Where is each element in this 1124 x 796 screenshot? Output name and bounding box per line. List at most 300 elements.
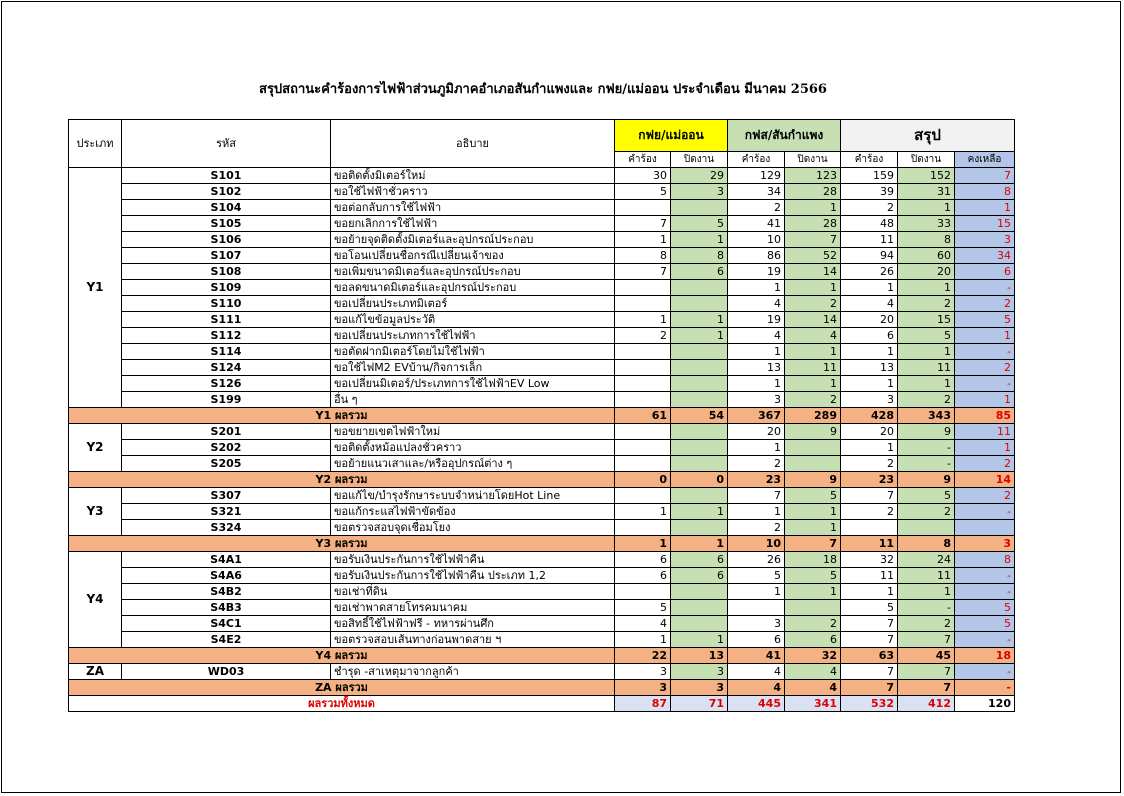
sankamphaeng-req-cell: 129 [728,168,785,184]
table-row [69,344,1015,360]
summary-req-cell: 26 [841,264,898,280]
sankamphaeng-closed-cell: 1 [785,344,841,360]
desc-cell: ขอเช่าที่ดิน [331,584,615,600]
sankamphaeng-req-cell: 2 [728,456,785,472]
table-row [69,232,1015,248]
subtotal-summary-remain: 3 [955,536,1015,552]
summary-remain-cell: 5 [955,312,1015,328]
sankamphaeng-req-cell: 2 [728,520,785,536]
summary-req-cell: 11 [841,232,898,248]
summary-closed-cell: 8 [898,232,955,248]
subtotal-label: Y4 ผลรวม [69,648,615,664]
maeon-req-cell: 7 [615,264,671,280]
sankamphaeng-closed-cell: 52 [785,248,841,264]
code-cell: S102 [122,184,331,200]
table-row [69,184,1015,200]
header-group-maeon: กฟย/แม่ออน [615,120,728,152]
code-cell: S199 [122,392,331,408]
table-row [69,616,1015,632]
maeon-req-cell [615,376,671,392]
maeon-req-cell: 1 [615,232,671,248]
summary-closed-cell: 11 [898,360,955,376]
summary-remain-cell: 1 [955,200,1015,216]
sankamphaeng-closed-cell: 9 [785,424,841,440]
subtotal-maeon-closed: 1 [671,536,728,552]
maeon-req-cell [615,280,671,296]
summary-remain-cell: - [955,376,1015,392]
header-code: รหัส [122,120,331,168]
maeon-closed-cell: 6 [671,264,728,280]
code-cell: S108 [122,264,331,280]
code-cell: S105 [122,216,331,232]
summary-req-cell: 1 [841,376,898,392]
sankamphaeng-closed-cell: 2 [785,392,841,408]
subtotal-summary-closed: 8 [898,536,955,552]
subtotal-sankamphaeng-closed: 32 [785,648,841,664]
subtotal-sankamphaeng-req: 10 [728,536,785,552]
subtotal-sankamphaeng-req: 41 [728,648,785,664]
summary-remain-cell: 2 [955,296,1015,312]
sankamphaeng-req-cell: 4 [728,328,785,344]
maeon-req-cell: 2 [615,328,671,344]
sankamphaeng-req-cell: 13 [728,360,785,376]
subtotal-sankamphaeng-closed: 289 [785,408,841,424]
summary-req-cell: 20 [841,424,898,440]
summary-req-cell: 11 [841,568,898,584]
maeon-closed-cell: 8 [671,248,728,264]
table-row [69,296,1015,312]
maeon-req-cell [615,200,671,216]
report-title: สรุปสถานะคำร้องการไฟฟ้าส่วนภูมิภาคอำเภอสันกำแพงและ กฟย/แม่ออน ประจำเดือน มีนาคม 2566 [259,82,827,97]
type-cell: Y4 [69,552,122,648]
subtotal-sankamphaeng-closed: 7 [785,536,841,552]
maeon-closed-cell: 3 [671,664,728,680]
desc-cell: ขอใช้ไฟฟ้าชั่วคราว [331,184,615,200]
sankamphaeng-closed-cell: 4 [785,664,841,680]
sankamphaeng-req-cell: 6 [728,632,785,648]
summary-closed-cell [898,520,955,536]
subtotal-maeon-closed: 54 [671,408,728,424]
summary-req-cell: 7 [841,488,898,504]
table-row [69,584,1015,600]
sankamphaeng-req-cell: 3 [728,616,785,632]
table-row [69,440,1015,456]
table-row [69,504,1015,520]
maeon-closed-cell [671,376,728,392]
summary-remain-cell: - [955,584,1015,600]
subtotal-sankamphaeng-closed: 9 [785,472,841,488]
header-row-1 [69,120,1015,152]
sankamphaeng-req-cell: 3 [728,392,785,408]
desc-cell: ขอยกเลิกการใช้ไฟฟ้า [331,216,615,232]
table-row [69,488,1015,504]
summary-remain-cell: 6 [955,264,1015,280]
summary-req-cell: 7 [841,632,898,648]
sankamphaeng-closed-cell: 1 [785,280,841,296]
summary-remain-cell: 1 [955,440,1015,456]
sankamphaeng-req-cell [728,600,785,616]
maeon-req-cell: 1 [615,504,671,520]
table-row [69,392,1015,408]
maeon-closed-cell [671,424,728,440]
desc-cell: ขอลดขนาดมิเตอร์และอุปกรณ์ประกอบ [331,280,615,296]
summary-remain-cell: - [955,632,1015,648]
summary-req-cell: 20 [841,312,898,328]
summary-closed-cell: 5 [898,488,955,504]
maeon-req-cell [615,344,671,360]
maeon-closed-cell [671,296,728,312]
maeon-closed-cell [671,616,728,632]
maeon-req-cell: 5 [615,600,671,616]
grand-total-c2: 412 [898,696,955,712]
desc-cell: ขอตรวจสอบจุดเชื่อมโยง [331,520,615,536]
grand-total-b1: 445 [728,696,785,712]
code-cell: S321 [122,504,331,520]
subtotal-maeon-req: 1 [615,536,671,552]
maeon-req-cell [615,296,671,312]
sankamphaeng-req-cell: 20 [728,424,785,440]
maeon-req-cell [615,488,671,504]
sankamphaeng-closed-cell [785,440,841,456]
type-cell: Y1 [69,168,122,408]
summary-req-cell: 1 [841,440,898,456]
sankamphaeng-req-cell: 86 [728,248,785,264]
sankamphaeng-req-cell: 19 [728,312,785,328]
maeon-closed-cell [671,392,728,408]
maeon-req-cell: 8 [615,248,671,264]
summary-remain-cell: 2 [955,360,1015,376]
summary-req-cell: 48 [841,216,898,232]
summary-closed-cell: 33 [898,216,955,232]
subtotal-label: ZA ผลรวม [69,680,615,696]
status-table [68,119,1015,712]
summary-remain-cell: 2 [955,456,1015,472]
maeon-req-cell: 1 [615,312,671,328]
table-row [69,328,1015,344]
sankamphaeng-req-cell: 41 [728,216,785,232]
sankamphaeng-closed-cell: 4 [785,328,841,344]
subtotal-summary-closed: 343 [898,408,955,424]
summary-req-cell: 2 [841,504,898,520]
subtotal-summary-remain: 18 [955,648,1015,664]
summary-req-cell: 94 [841,248,898,264]
maeon-closed-cell [671,520,728,536]
desc-cell: ขอใช้ไฟM2 EVบ้าน/กิจการเล็ก [331,360,615,376]
summary-closed-cell: - [898,456,955,472]
summary-remain-cell: 2 [955,488,1015,504]
code-cell: S126 [122,376,331,392]
sankamphaeng-closed-cell: 18 [785,552,841,568]
summary-req-cell: 1 [841,584,898,600]
desc-cell: ขอตัดฝากมิเตอร์โดยไม่ใช้ไฟฟ้า [331,344,615,360]
desc-cell: ขอเปลี่ยนประเภทการใช้ไฟฟ้า [331,328,615,344]
sankamphaeng-req-cell: 1 [728,280,785,296]
subtotal-summary-remain: 14 [955,472,1015,488]
table-row [69,520,1015,536]
summary-remain-cell: 34 [955,248,1015,264]
subtotal-summary-remain: 85 [955,408,1015,424]
summary-closed-cell: 2 [898,392,955,408]
code-cell: S124 [122,360,331,376]
desc-cell: ขอแก้ไข/บำรุงรักษาระบบจำหน่ายโดยHot Line [331,488,615,504]
desc-cell: ขอสิทธิ์ใช้ไฟฟ้าฟรี - ทหารผ่านศึก [331,616,615,632]
subtotal-maeon-closed: 13 [671,648,728,664]
desc-cell: ขอเพิ่มขนาดมิเตอร์และอุปกรณ์ประกอบ [331,264,615,280]
sankamphaeng-req-cell: 1 [728,376,785,392]
maeon-closed-cell: 1 [671,232,728,248]
sankamphaeng-closed-cell: 2 [785,296,841,312]
maeon-req-cell: 7 [615,216,671,232]
maeon-closed-cell: 5 [671,216,728,232]
table-row [69,280,1015,296]
code-cell: S101 [122,168,331,184]
summary-req-cell: 7 [841,616,898,632]
summary-remain-cell: 7 [955,168,1015,184]
code-cell: S106 [122,232,331,248]
desc-cell: ขอแก้ไขข้อมูลประวัติ [331,312,615,328]
code-cell: S201 [122,424,331,440]
summary-remain-cell: - [955,504,1015,520]
summary-closed-cell: 2 [898,296,955,312]
grand-total-a2: 71 [671,696,728,712]
table-row [69,200,1015,216]
subtotal-row [69,680,1015,696]
summary-closed-cell: 152 [898,168,955,184]
summary-closed-cell: - [898,440,955,456]
summary-req-cell: 2 [841,456,898,472]
header-closed-1: ปิดงาน [671,151,728,167]
summary-req-cell [841,520,898,536]
summary-closed-cell: 2 [898,504,955,520]
sankamphaeng-req-cell: 19 [728,264,785,280]
subtotal-summary-closed: 7 [898,680,955,696]
subtotal-summary-closed: 9 [898,472,955,488]
code-cell: S4E2 [122,632,331,648]
code-cell: S205 [122,456,331,472]
maeon-closed-cell [671,456,728,472]
subtotal-maeon-closed: 0 [671,472,728,488]
header-desc: อธิบาย [331,120,615,168]
sankamphaeng-closed-cell: 14 [785,312,841,328]
summary-req-cell: 2 [841,200,898,216]
summary-req-cell: 1 [841,344,898,360]
sankamphaeng-closed-cell: 2 [785,616,841,632]
maeon-req-cell: 5 [615,184,671,200]
subtotal-summary-closed: 45 [898,648,955,664]
summary-remain-cell: 3 [955,232,1015,248]
sankamphaeng-req-cell: 1 [728,344,785,360]
summary-req-cell: 7 [841,664,898,680]
subtotal-summary-req: 11 [841,536,898,552]
summary-remain-cell [955,520,1015,536]
summary-remain-cell: 5 [955,600,1015,616]
summary-closed-cell: 7 [898,664,955,680]
sankamphaeng-req-cell: 1 [728,440,785,456]
sankamphaeng-req-cell: 4 [728,296,785,312]
desc-cell: ขอติดตั้งหม้อแปลงชั่วคราว [331,440,615,456]
grand-total-remain: 120 [955,696,1015,712]
summary-req-cell: 1 [841,280,898,296]
table-row [69,312,1015,328]
header-remain: คงเหลือ [955,151,1015,167]
maeon-req-cell [615,456,671,472]
maeon-req-cell [615,424,671,440]
maeon-req-cell: 6 [615,552,671,568]
maeon-closed-cell [671,200,728,216]
grand-total-row [69,696,1015,712]
sankamphaeng-closed-cell: 1 [785,200,841,216]
maeon-req-cell [615,584,671,600]
summary-closed-cell: 11 [898,568,955,584]
code-cell: S110 [122,296,331,312]
type-cell: Y3 [69,488,122,536]
sankamphaeng-closed-cell: 14 [785,264,841,280]
maeon-closed-cell [671,600,728,616]
summary-req-cell: 39 [841,184,898,200]
subtotal-maeon-req: 22 [615,648,671,664]
desc-cell: ขอรับเงินประกันการใช้ไฟฟ้าคืน ประเภท 1,2 [331,568,615,584]
sankamphaeng-closed-cell: 1 [785,376,841,392]
table-row [69,360,1015,376]
subtotal-label: Y2 ผลรวม [69,472,615,488]
subtotal-maeon-req: 61 [615,408,671,424]
code-cell: S111 [122,312,331,328]
maeon-closed-cell [671,360,728,376]
maeon-closed-cell: 1 [671,504,728,520]
summary-closed-cell: 15 [898,312,955,328]
table-row [69,216,1015,232]
sankamphaeng-closed-cell [785,600,841,616]
desc-cell: ขอติดตั้งมิเตอร์ใหม่ [331,168,615,184]
summary-remain-cell: 1 [955,392,1015,408]
summary-closed-cell: 2 [898,616,955,632]
code-cell: S4A1 [122,552,331,568]
maeon-closed-cell: 6 [671,568,728,584]
summary-remain-cell: 8 [955,552,1015,568]
summary-req-cell: 6 [841,328,898,344]
subtotal-summary-req: 23 [841,472,898,488]
code-cell: S4A6 [122,568,331,584]
summary-closed-cell: 1 [898,200,955,216]
subtotal-maeon-req: 3 [615,680,671,696]
code-cell: WD03 [122,664,331,680]
code-cell: S109 [122,280,331,296]
code-cell: S104 [122,200,331,216]
table-row [69,552,1015,568]
sankamphaeng-req-cell: 34 [728,184,785,200]
summary-closed-cell: 7 [898,632,955,648]
code-cell: S112 [122,328,331,344]
summary-closed-cell: 31 [898,184,955,200]
code-cell: S324 [122,520,331,536]
desc-cell: ชำรุด -สาเหตุมาจากลูกค้า [331,664,615,680]
header-closed-3: ปิดงาน [898,151,955,167]
table-row [69,376,1015,392]
desc-cell: ขอย้ายแนวเสาและ/หรืออุปกรณ์ต่าง ๆ [331,456,615,472]
subtotal-row [69,536,1015,552]
summary-remain-cell: 11 [955,424,1015,440]
table-row [69,632,1015,648]
subtotal-row [69,408,1015,424]
subtotal-summary-req: 7 [841,680,898,696]
maeon-closed-cell: 3 [671,184,728,200]
sankamphaeng-req-cell: 7 [728,488,785,504]
grand-total-a1: 87 [615,696,671,712]
subtotal-maeon-closed: 3 [671,680,728,696]
sankamphaeng-closed-cell: 5 [785,488,841,504]
code-cell: S4B2 [122,584,331,600]
grand-total-c1: 532 [841,696,898,712]
sankamphaeng-closed-cell: 1 [785,520,841,536]
table-row [69,168,1015,184]
desc-cell: ขอแก้กระแสไฟฟ้าขัดข้อง [331,504,615,520]
summary-remain-cell: 5 [955,616,1015,632]
maeon-closed-cell: 1 [671,632,728,648]
type-cell: ZA [69,664,122,680]
code-cell: S202 [122,440,331,456]
summary-req-cell: 32 [841,552,898,568]
maeon-closed-cell: 6 [671,552,728,568]
maeon-closed-cell [671,344,728,360]
sankamphaeng-closed-cell: 5 [785,568,841,584]
summary-closed-cell: 1 [898,376,955,392]
subtotal-row [69,648,1015,664]
subtotal-sankamphaeng-req: 4 [728,680,785,696]
table-body [69,120,1015,712]
maeon-req-cell: 3 [615,664,671,680]
header-group-sankamphaeng: กฟส/สันกำแพง [728,120,841,152]
maeon-closed-cell: 29 [671,168,728,184]
table-row [69,424,1015,440]
subtotal-sankamphaeng-req: 367 [728,408,785,424]
code-cell: S114 [122,344,331,360]
code-cell: S4B3 [122,600,331,616]
sankamphaeng-closed-cell: 28 [785,184,841,200]
desc-cell: อื่น ๆ [331,392,615,408]
desc-cell: ขอเช่าพาดสายโทรคมนาคม [331,600,615,616]
sankamphaeng-closed-cell: 1 [785,504,841,520]
grand-total-b2: 341 [785,696,841,712]
subtotal-row [69,472,1015,488]
summary-closed-cell: 1 [898,344,955,360]
maeon-closed-cell: 1 [671,312,728,328]
summary-remain-cell: - [955,344,1015,360]
desc-cell: ขอย้ายจุดติดตั้งมิเตอร์และอุปกรณ์ประกอบ [331,232,615,248]
header-group-summary: สรุป [841,120,1015,152]
header-type: ประเภท [69,120,122,168]
maeon-req-cell [615,440,671,456]
desc-cell: ขอโอนเปลี่ยนชื่อกรณีเปลี่ยนเจ้าของ [331,248,615,264]
maeon-req-cell [615,360,671,376]
type-cell: Y2 [69,424,122,472]
subtotal-summary-remain: - [955,680,1015,696]
summary-closed-cell: 1 [898,584,955,600]
sankamphaeng-closed-cell: 7 [785,232,841,248]
desc-cell: ขอรับเงินประกันการใช้ไฟฟ้าคืน [331,552,615,568]
summary-req-cell: 159 [841,168,898,184]
summary-closed-cell: 24 [898,552,955,568]
summary-remain-cell: 8 [955,184,1015,200]
header-closed-2: ปิดงาน [785,151,841,167]
subtotal-maeon-req: 0 [615,472,671,488]
sankamphaeng-closed-cell: 6 [785,632,841,648]
maeon-req-cell: 30 [615,168,671,184]
maeon-closed-cell [671,440,728,456]
maeon-req-cell: 6 [615,568,671,584]
summary-closed-cell: 5 [898,328,955,344]
summary-closed-cell: 1 [898,280,955,296]
sankamphaeng-req-cell: 1 [728,504,785,520]
